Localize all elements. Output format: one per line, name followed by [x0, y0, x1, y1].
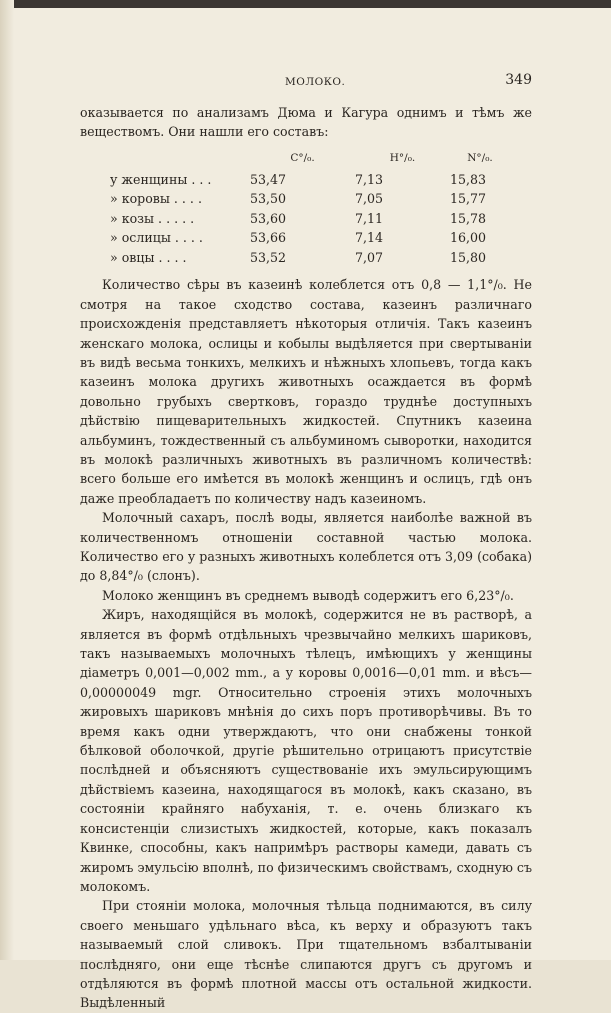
paragraph-milk-sugar: Молочный сахаръ, послѣ воды, является наиболѣе важной въ количественномъ отношеніи составной частью молока. Количество его у разныхъ животныхъ колеблется отъ 3,09 (собака) до 8,84°/₀ (слонъ).	[80, 510, 532, 584]
header-hydrogen: H°/₀.	[389, 152, 416, 165]
table-row	[110, 228, 510, 248]
animal-cell: » козы . . . . .	[110, 210, 195, 226]
hydrogen-cell: 7,14	[355, 230, 384, 246]
paragraph-cream: При стояніи молока, молочныя тѣльца поднимаются, въ силу своего меньшаго удѣльнаго вѣса, къ верху и образуютъ такъ называемый слой сливокъ. При тщательномъ взбалтываніи послѣдняго, они еще тѣснѣе слипаются другъ съ другомъ и отдѣляются въ формѣ плотной массы отъ остальной жидкости. Выдѣленный	[80, 898, 532, 1011]
carbon-cell: 53,66	[250, 230, 287, 246]
nitrogen-cell: 15,83	[450, 171, 487, 187]
animal-cell: » ослицы . . . .	[110, 230, 203, 246]
animal-cell: » овцы . . . .	[110, 249, 187, 265]
table-row	[110, 209, 510, 229]
table-row	[110, 170, 510, 190]
carbon-cell: 53,52	[250, 249, 287, 265]
animal-cell: » коровы . . . .	[110, 191, 202, 207]
hydrogen-cell: 7,13	[355, 171, 384, 187]
hydrogen-cell: 7,11	[355, 210, 384, 226]
table-row	[110, 189, 510, 209]
page-header	[80, 72, 532, 92]
page-number: 349	[505, 72, 532, 88]
table-header-row	[110, 148, 510, 170]
page-gutter	[0, 0, 14, 960]
nitrogen-cell: 15,78	[450, 210, 487, 226]
paragraph-human-milk: Молоко женщинъ въ среднемъ выводѣ содержитъ его 6,23°/₀.	[102, 587, 514, 603]
running-title: МОЛОКО.	[285, 76, 346, 88]
intro-paragraph: оказывается по анализамъ Дюма и Кагура однимъ и тѣмъ же веществомъ. Они нашли его составъ:	[80, 105, 532, 140]
paragraph-fat: Жиръ, находящійся въ молокѣ, содержится не въ растворѣ, а является въ формѣ отдѣльныхъ чрезвычайно мелкихъ шариковъ, такъ называемыхъ молочныхъ тѣлецъ, имѣющихъ у женщины діаметръ 0,001—0,002 mm., а у коровы 0,0016—0,01 mm. и вѣсъ—0,00000049 mgr. Относительно строенія этихъ молочныхъ жировыхъ шариковъ мнѣнія до сихъ поръ противорѣчивы. Въ то время какъ одни утверждаютъ, что они снабжены тонкой бѣлковой оболочкой, другіе рѣшительно отрицаютъ присутствіе послѣдней и объясняютъ существованіе ихъ эмульсирующимъ дѣйствіемъ казеина, находящагося въ молокѣ, какъ сказано, въ состояніи крайняго набуханія, т. е. очень близкаго къ консистенціи слизистыхъ жидкостей, которые, какъ показалъ Квинке, способны, какъ напримѣръ растворы камеди, давать съ жиромъ эмульсію вполнѣ, по физическимъ свойствамъ, сходную съ молокомъ.	[80, 607, 532, 894]
header-carbon: C°/₀.	[290, 152, 315, 165]
composition-table	[110, 148, 510, 268]
hydrogen-cell: 7,07	[355, 249, 384, 265]
table-row	[110, 248, 510, 268]
header-nitrogen: N°/₀.	[467, 152, 493, 165]
carbon-cell: 53,47	[250, 171, 287, 187]
carbon-cell: 53,50	[250, 191, 287, 207]
carbon-cell: 53,60	[250, 210, 287, 226]
animal-cell: у женщины . . .	[110, 171, 212, 187]
hydrogen-cell: 7,05	[355, 191, 384, 207]
nitrogen-cell: 15,80	[450, 249, 487, 265]
nitrogen-cell: 16,00	[450, 230, 487, 246]
scan-top-edge	[0, 0, 611, 8]
body-text	[80, 103, 532, 1013]
nitrogen-cell: 15,77	[450, 191, 487, 207]
paragraph-casein: Количество сѣры въ казеинѣ колеблется отъ 0,8 — 1,1°/₀. Не смотря на такое сходство состава, казеинъ различнаго происхожденія представляетъ нѣкоторыя отличія. Такъ казеинъ женскаго молока, ослицы и кобылы выдѣляется при свертываніи въ видѣ весьма тонкихъ, мелкихъ и нѣжныхъ хлопьевъ, тогда какъ казеинъ молока другихъ животныхъ осаждается въ формѣ довольно грубыхъ свертковъ, гораздо труднѣе доступныхъ дѣйствію пищеварительныхъ жидкостей. Спутникъ казеина альбуминъ, тождественный съ альбуминомъ сыворотки, находится въ молокѣ различныхъ животныхъ въ различномъ количествѣ: всего больше его имѣется въ молокѣ женщинъ и ослицъ, гдѣ онъ даже преобладаетъ по количеству надъ казеиномъ.	[80, 277, 532, 506]
